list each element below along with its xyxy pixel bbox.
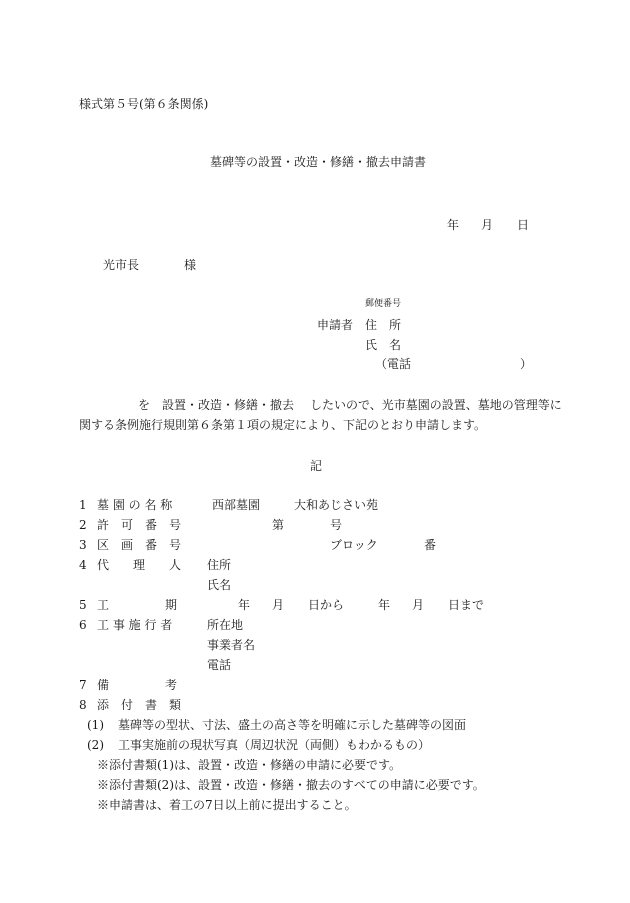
applicant-label: 申請者 [317,318,354,332]
item-label-plot-number: 区 画 番 号 [97,538,182,552]
item-number: 4 [79,558,87,572]
attachment-photo: 工事実施前の現状写真（周辺状況（両側）もわかるもの） [118,738,431,752]
item-label-contractor: 工 事 施 行 者 [97,618,173,632]
item-label-cemetery-name: 墓 園 の 名 称 [97,498,173,512]
item-label-agent: 代 理 人 [97,558,182,572]
date-year-label: 年 [447,218,460,232]
permit-go-label: 号 [330,518,343,532]
block-label: ブロック [330,538,378,552]
end-year-label: 年 [378,598,391,612]
item-number: 3 [79,538,87,552]
note-submission-deadline: ※申請書は、着工の7日以上前に提出すること。 [97,798,357,812]
address-label: 住 所 [365,318,402,332]
document-title: 墓碑等の設置・改造・修繕・撤去申請書 [210,155,427,169]
contractor-location-label: 所在地 [207,618,244,632]
item-label-permit-number: 許 可 番 号 [97,518,182,532]
item-number: 7 [79,678,87,692]
addressee-name: 光市長 [103,258,140,272]
ki-heading: 記 [310,459,323,473]
name-label: 氏 名 [365,338,402,352]
end-month-label: 月 [412,598,425,612]
date-month-label: 月 [481,218,494,232]
item-label-period-ki: 期 [165,598,178,612]
body-options: 設置・改造・修繕・撤去 [162,398,295,412]
item-label-attachments: 添 付 書 類 [97,698,182,712]
item-label-remarks-ko: 考 [165,678,178,692]
item-label-period-ko: 工 [97,598,110,612]
body-line1-rest: したいので、光市墓園の設置、墓地の管理等に [310,398,562,412]
note-attachment-1: ※添付書類(1)は、設置・改造・修繕の申請に必要です。 [97,758,402,772]
phone-close-paren: ） [520,357,533,371]
item-number: 5 [79,598,87,612]
agent-name-label: 氏名 [207,578,232,592]
note-attachment-2: ※添付書類(2)は、設置・改造・修繕・撤去のすべての申請に必要です。 [97,778,485,792]
body-lead: を [138,398,151,412]
start-year-label: 年 [238,598,251,612]
attachment-drawing: 墓碑等の型状、寸法、盛土の高さ等を明確に示した墓碑等の図面 [118,718,467,732]
date-day-label: 日 [517,218,530,232]
phone-label: （電話 [375,357,412,371]
addressee-honorific: 様 [184,258,197,272]
agent-address-label: 住所 [207,558,232,572]
attachment-number: (1) [87,718,104,732]
contractor-phone-label: 電話 [207,658,232,672]
form-number: 様式第５号(第６条関係) [79,97,209,111]
item-label-remarks-bi: 備 [97,678,110,692]
attachment-number: (2) [87,738,104,752]
item-number: 6 [79,618,87,632]
cemetery-option-yamato: 大和あじさい苑 [294,498,379,512]
ban-label: 番 [424,538,437,552]
cemetery-option-seibu: 西部墓園 [212,498,261,512]
start-month-label: 月 [272,598,285,612]
permit-dai-label: 第 [272,518,285,532]
item-number: 8 [79,698,87,712]
item-number: 2 [79,518,87,532]
start-day-label: 日から [308,598,345,612]
end-day-label: 日まで [448,598,485,612]
postal-code-label: 郵便番号 [365,299,402,309]
contractor-business-name-label: 事業者名 [207,638,256,652]
body-line2: 関する条例施行規則第６条第１項の規定により、下記のとおり申請します。 [79,418,487,432]
item-number: 1 [79,498,87,512]
